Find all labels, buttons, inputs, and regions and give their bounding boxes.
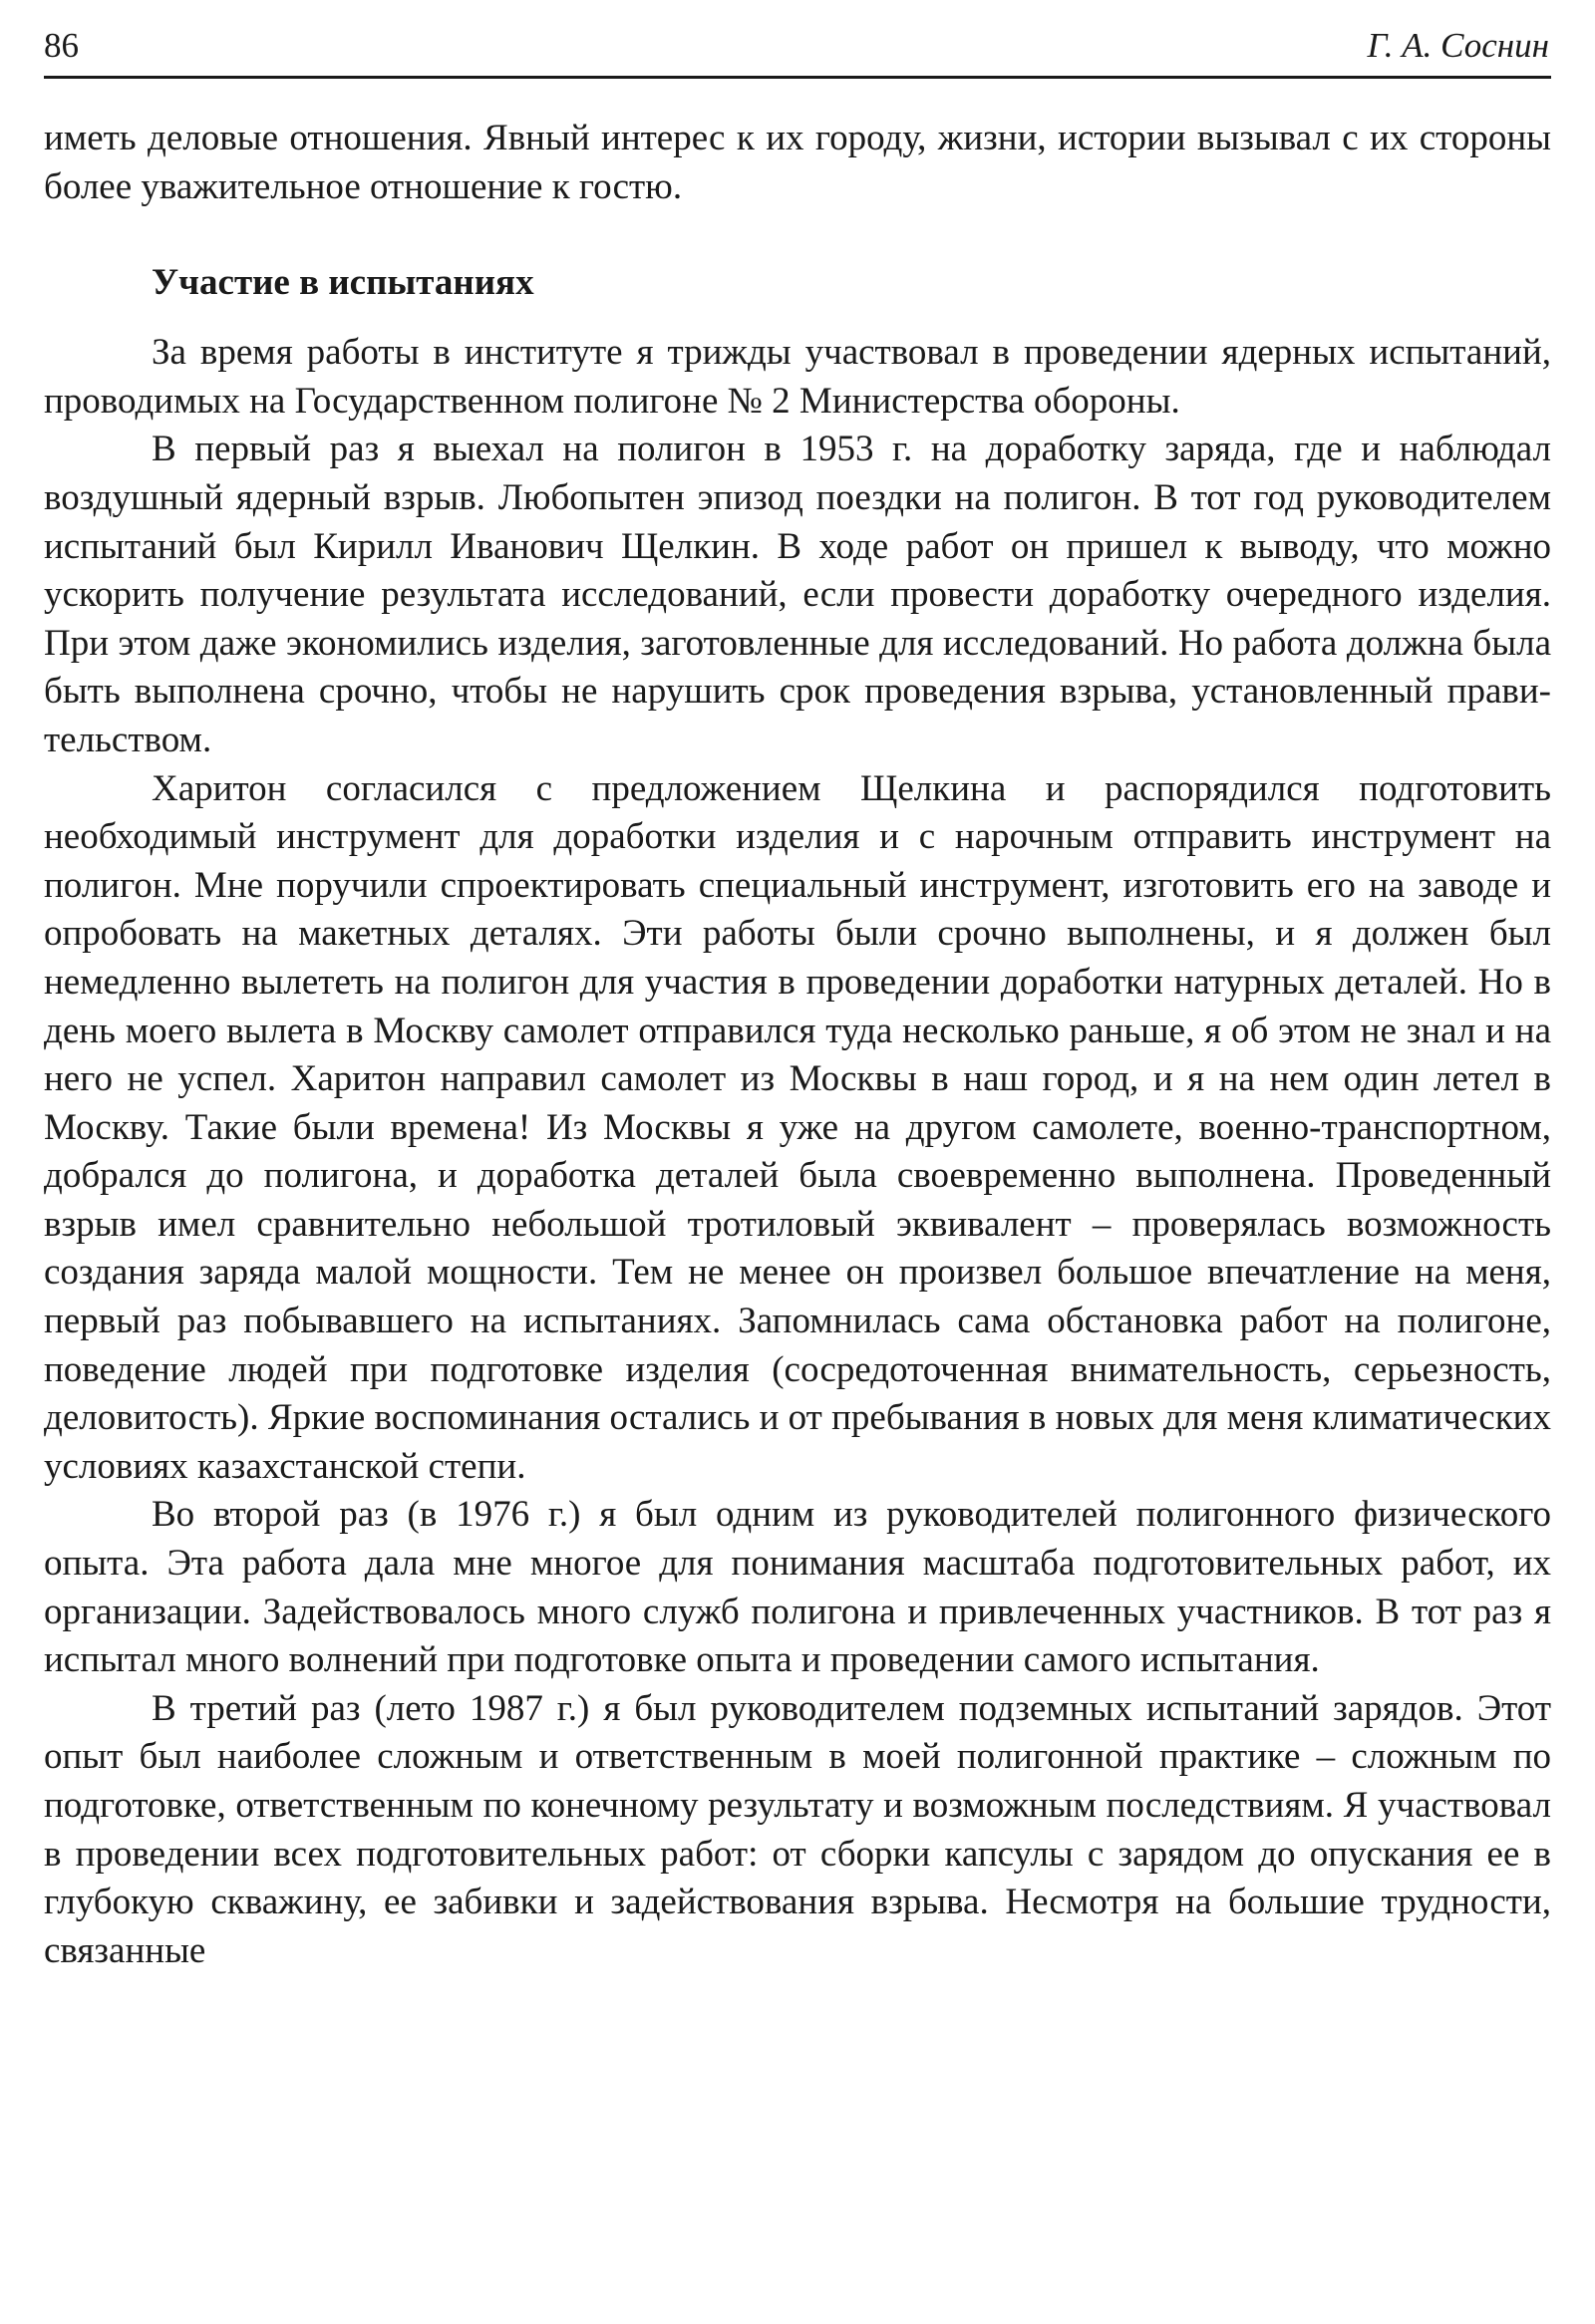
section-heading: Участие в испытаниях (152, 262, 534, 304)
paragraph: В первый раз я выехал на полигон в 1953 г. на доработку заряда, где и наблюдал воздушный ядерный взрыв. Любопытен эпизод поездки на полигон. В тот год руководителем испытаний был Кирилл Иванович Щелкин. В ходе работ он пришел к выводу, что можно ускорить получение результата исследований, если провести доработку очередного изделия. При этом даже экономились изделия, заготовленные для исследований. Но работа должна была быть выполнена срочно, чтобы не нарушить срок проведения взрыва, установленный правительством. (44, 429, 1551, 760)
running-head (44, 24, 1551, 79)
paragraph: За время работы в институте я трижды участвовал в проведении ядерных испытаний, проводимых на Государственном полигоне № 2 Министерства обороны. (44, 332, 1551, 422)
continuation-paragraph: иметь деловые отношения. Явный интерес к их городу, жизни, истории вызывал с их стороны более уважительное отношение к гостю. (44, 118, 1551, 207)
paragraph: Харитон согласился с предложением Щелкина и распорядился подготовить необходимый инструмент для доработки изделия и с нарочным отправить инструмент на полигон. Мне поручили спроектировать специальный инструмент, изготовить его на заводе и опробовать на макетных деталях. Эти работы были срочно выполнены, и я должен был немедленно вылететь на полигон для участия в проведении доработки натурных деталей. Но в день моего вылета в Москву самолет отправился туда несколько раньше, я об этом не знал и на него не успел. Харитон направил самолет из Москвы в наш город, и я на нем один летел в Москву. Такие были времена! Из Москвы я уже на другом самолете, военно-транспортном, добрался до полигона, и доработка деталей была своевременно выполнена. Проведенный взрыв имел сравнительно небольшой тротиловый эквивалент – проверялась возможность создания заряда малой мощности. Тем не менее он произвел большое впечатление на меня, первый раз побывавшего на испытаниях. Запомнилась сама обстановка работ на полигоне, поведение людей при подготовке изделия (сосредоточенная внимательность, серьезность, деловитость). Яркие воспоминания остались и от пребывания в новых для меня климатических условиях казахстанской степи. (44, 767, 1551, 1487)
book-page (44, 24, 1551, 1975)
paragraph: В третий раз (лето 1987 г.) я был руководителем подземных испытаний зарядов. Этот опыт был наиболее сложным и ответственным в моей полигонной практике – сложным по подготовке, ответственным по конечному результату и возможным последствиям. Я участвовал в проведении всех подготовительных работ: от сборки капсулы с зарядом до опускания ее в глубокую скважину, ее забивки и задействования взрыва. Несмотря на большие трудности, связанные (44, 1687, 1551, 1971)
page-number: 86 (44, 26, 79, 65)
paragraph: Во второй раз (в 1976 г.) я был одним из руководителей полигонного физического опыта. Эта работа дала мне многое для понимания масштаба подготовительных работ, их организации. Задействовалось много служб полигона и привлеченных участников. В тот раз я испытал много волнений при подготовке опыта и проведении самого испытания. (44, 1494, 1551, 1681)
body-text (44, 115, 1551, 1975)
running-title-author: Г. А. Соснин (1367, 26, 1549, 65)
